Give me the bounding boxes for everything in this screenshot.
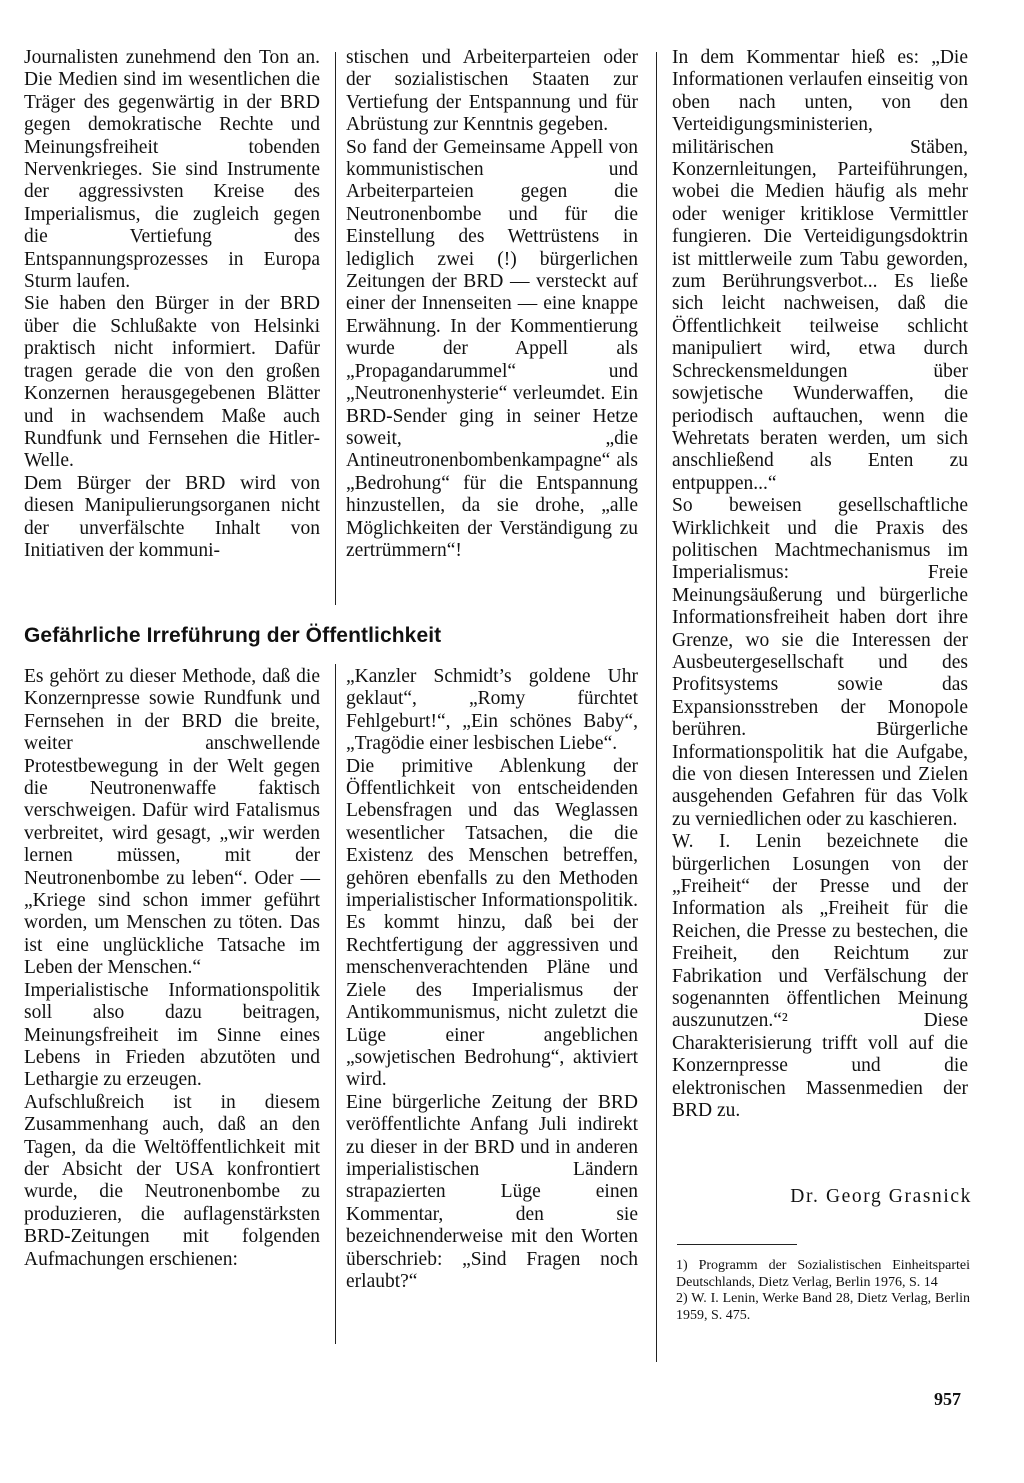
lower-column-2: [346, 666, 638, 1293]
upper-column-1: [24, 47, 320, 562]
paragraph: Sie haben den Bürger in der BRD über die Schlußakte von Helsinki praktisch nicht informiert. Dafür tragen gerade die von den großen Konzernen herausgegebenen Blätter und in wachsendem Maße auch Rundfunk und Fernsehen die Hitler-Welle.: [24, 293, 320, 472]
footnotes: [676, 1258, 970, 1324]
page-number: 957: [934, 1389, 961, 1409]
paragraph: Es gehört zu dieser Methode, daß die Konzernpresse sowie Rundfunk und Fernsehen in der BRD die breite, weiter anschwellende Protestbewegung in der Welt gegen die Neutronenwaffe faktisch verschweigen. Dafür wird Fatalismus verbreitet, wird gesagt, „wir werden lernen müssen, mit der Neutronenbombe zu leben“. Oder — „Kriege sind schon immer geführt worden, um Menschen zu töten. Das ist eine unglückliche Tatsache im Leben der Menschen.“: [24, 666, 320, 979]
paragraph: Journalisten zunehmend den Ton an. Die Medien sind im wesentlichen die Träger des gegenwärtig in der BRD gegen demokratische Rechte und Meinungsfreiheit tobenden Nervenkrieges. Sie sind Instrumente der aggressivsten Kreise des Imperialismus, die zugleich gegen die Vertiefung des Entspannungsprozesses in Europa Sturm laufen.: [24, 47, 320, 293]
paragraph: Imperialistische Informationspolitik soll also dazu beitragen, Meinungsfreiheit im Sinne eines Lebens in Frieden abzutöten und Lethargie zu erzeugen.: [24, 979, 320, 1091]
paragraph: Eine bürgerliche Zeitung der BRD veröffentlichte Anfang Juli indirekt zu dieser in der BRD und in anderen imperialistischen Ländern strapazierten Lüge einen Kommentar, den sie bezeichnenderweise mit den Worten überschrieb: „Sind Fragen noch erlaubt?“: [346, 1091, 638, 1292]
paragraph: In dem Kommentar hieß es: „Die Informationen verlaufen einseitig von oben nach unten, von den Verteidigungsministerien, militärischen Stäben, Konzernleitungen, Parteiführungen, wobei die Medien häufig als mehr oder weniger kritiklose Vermittler fungieren. Die Verteidigungsdoktrin ist mittlerweile zum Tabu geworden, zum Berührungsverbot... Es ließe sich leicht nachweisen, daß die Öffentlichkeit teilweise schlicht manipuliert wird, etwa durch Schreckensmeldungen über sowjetische Wunderwaffen, die periodisch auftauchen, wenn die Wehretats beraten werden, um sich anschließend als Enten zu entpuppen...“: [672, 47, 968, 494]
paragraph: Dem Bürger der BRD wird von diesen Manipulierungsorganen nicht der unverfälschte Inhalt von Initiativen der kommuni-: [24, 472, 320, 561]
paragraph: Aufschlußreich ist in diesem Zusammenhang auch, daß an den Tagen, da die Weltöffentlichkeit mit der Absicht der USA konfrontiert wurde, die Neutronenbombe zu produzieren, die auflagenstärksten BRD-Zeitungen mit folgenden Aufmachungen erschienen:: [24, 1091, 320, 1270]
column-rule-2: [656, 52, 657, 1362]
footnote-rule: [677, 1244, 797, 1245]
paragraph: stischen und Arbeiterparteien oder der sozialistischen Staaten zur Vertiefung der Entspannung und für Abrüstung zur Kenntnis gegeben.: [346, 47, 638, 136]
footnote-2: 2) W. I. Lenin, Werke Band 28, Dietz Verlag, Berlin 1959, S. 475.: [676, 1291, 970, 1323]
lower-column-1: [24, 666, 320, 1271]
footnote-1: 1) Programm der Sozialistischen Einheitspartei Deutschlands, Dietz Verlag, Berlin 1976, S. 14: [676, 1258, 970, 1290]
column-rule-1-lower: [335, 664, 336, 1344]
upper-column-2: [346, 47, 638, 562]
author-signature: Dr. Georg Grasnick: [790, 1186, 972, 1207]
column-rule-1-upper: [335, 52, 336, 605]
right-column: [672, 47, 968, 1123]
paragraph: So beweisen gesellschaftliche Wirklichkeit und die Praxis des politischen Machtmechanismus im Imperialismus: Freie Meinungsäußerung und bürgerliche Informationsfreiheit haben dort ihre Grenze, wo sie die Interessen der Ausbeutergesellschaft und des Profitsystems sowie das Expansionsstreben der Monopole berühren. Bürgerliche Informationspolitik hat die Aufgabe, die von diesen Interessen und Zielen ausgehenden Gefahren für das Volk zu verniedlichen oder zu kaschieren.: [672, 495, 968, 830]
paragraph: So fand der Gemeinsame Appell von kommunistischen und Arbeiterparteien gegen die Neutronenbombe und für die Einstellung des Wettrüstens in lediglich zwei (!) bürgerlichen Zeitungen der BRD — versteckt auf einer der Innenseiten — eine knappe Erwähnung. In der Kommentierung wurde der Appell als „Propagandarummel“ und „Neutronenhysterie“ verleumdet. Ein BRD-Sender ging in seiner Hetze soweit, „die Antineutronenbombenkampagne“ als „Bedrohung“ für die Entspannung hinzustellen, da sie drohe, „alle Möglichkeiten der Verständigung zu zertrümmern“!: [346, 136, 638, 561]
paragraph: Die primitive Ablenkung der Öffentlichkeit von entscheidenden Lebensfragen und das Weglassen wesentlicher Tatsachen, die die Existenz des Menschen betreffen, gehören ebenfalls zu den Methoden imperialistischer Informationspolitik. Es kommt hinzu, daß bei der Rechtfertigung der aggressiven und menschenverachtenden Pläne und Ziele des Imperialismus der Antikommunismus, nicht zuletzt die Lüge einer angeblichen „sowjetischen Bedrohung“, aktiviert wird.: [346, 755, 638, 1091]
paragraph: W. I. Lenin bezeichnete die bürgerlichen Losungen von der „Freiheit“ der Presse und der Information als „Freiheit für die Reichen, die Presse zu bestechen, die Freiheit, den Reichtum zur Fabrikation und Verfälschung der sogenannten öffentlichen Meinung auszunutzen.“² Diese Charakterisierung trifft voll auf die Konzernpresse und die elektronischen Massenmedien der BRD zu.: [672, 831, 968, 1122]
paragraph: „Kanzler Schmidt’s goldene Uhr geklaut“, „Romy fürchtet Fehlgeburt!“, „Ein schönes Baby“, „Tragödie einer lesbischen Liebe“.: [346, 666, 638, 755]
section-heading: Gefährliche Irreführung der Öffentlichkeit: [24, 624, 442, 647]
